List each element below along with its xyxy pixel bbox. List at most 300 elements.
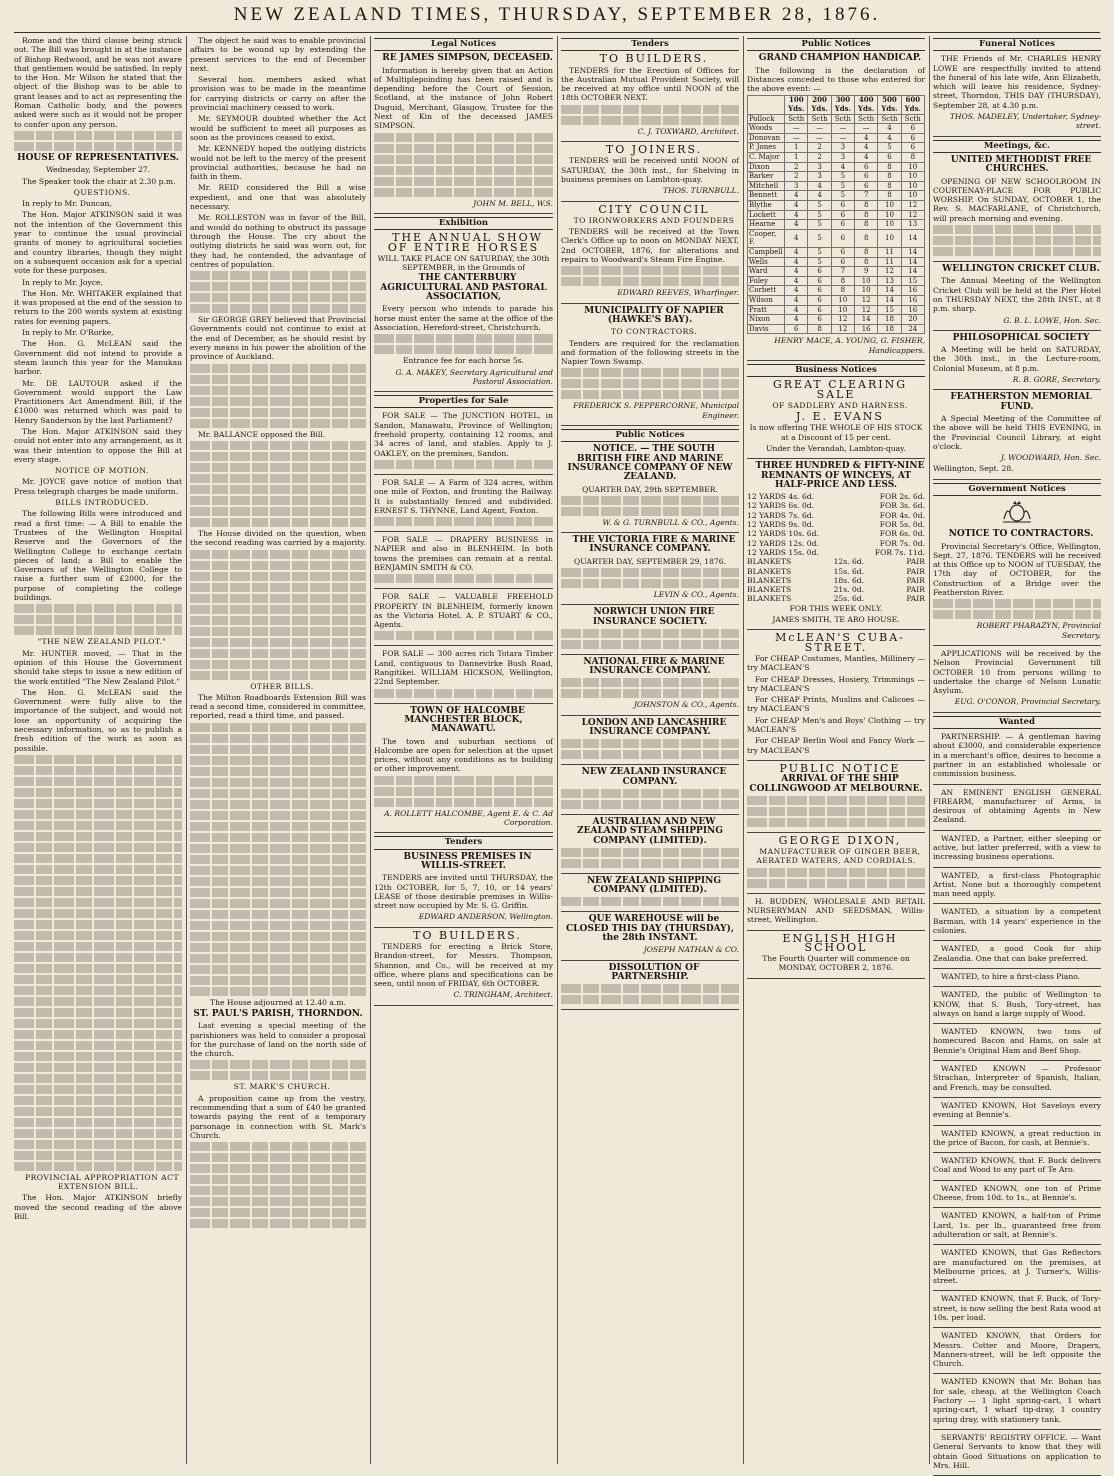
ad-text: H. BUDDEN, WHOLESALE AND RETAIL NURSERYMAN AND SEEDSMAN, Willis-street, Wellington. <box>747 896 925 925</box>
subheading: BILLS INTRODUCED. <box>55 498 149 508</box>
ad-text: APPLICATIONS will be received by the Nelson Provincial Government till OCTOBER 10 from persons willing to undertake the charge of Nelson Lunatic Asylum. <box>933 648 1101 696</box>
ad-text: A Meeting will be held on SATURDAY, the 30th inst., in the Lecture-room, Colonial Museum, at 8 p.m. <box>933 345 1101 373</box>
section-header-properties: Properties for Sale <box>374 395 553 408</box>
table-cell: 2 <box>808 143 831 153</box>
paragraph: Mr. DE LAUTOUR asked if the Government would support the Law Practitioners Act Amendment Bill, if the £1000 was returned which was paid to Henry Sanderson by the last Parliament? <box>14 378 182 425</box>
table-cell: Scth <box>901 114 924 124</box>
ad-subtitle: TO IRONWORKERS AND FOUNDERS <box>573 215 735 225</box>
text-lines <box>190 987 366 996</box>
price-cell: BLANKETS <box>747 594 792 604</box>
ad-text: Is now offering THE WHOLE OF HIS STOCK at a Discount of 15 per cent. <box>749 423 923 442</box>
ad-notice <box>561 536 739 605</box>
text-lines <box>190 638 366 647</box>
wanted-ad <box>933 1064 1101 1098</box>
text-lines <box>374 166 553 175</box>
paragraph: Mr. SEYMOUR doubted whether the Act would be sufficient to meet all purposes as soon as the provinces ceased to exist. <box>190 114 366 142</box>
text-lines <box>14 777 182 786</box>
table-row <box>748 153 925 163</box>
ad-notice <box>561 608 739 655</box>
text-lines <box>190 954 366 963</box>
text-lines <box>374 144 553 153</box>
table-cell: 6 <box>831 229 854 247</box>
table-cell: 6 <box>808 267 831 277</box>
text-lines <box>190 1197 366 1206</box>
price-cell: 12 YARDS 12s. 0d. <box>747 538 819 548</box>
ad-text: WANTED KNOWN — Professor Strachan, Interpreter of Spanish, Italian, and French, may be consulted. <box>933 1064 1101 1092</box>
ad-signature: LEVIN & CO., Agents. <box>653 589 739 599</box>
table-cell: 13 <box>878 276 901 286</box>
ad-title: TO BUILDERS. <box>599 52 709 66</box>
table-cell: 4 <box>785 220 808 230</box>
table-row <box>748 114 925 124</box>
ad-text: TENDERS for the Erection of Offices for the Australian Mutual Provident Society, will be received at my office until NOON of the 18th OCTOBER NEXT. <box>561 65 739 103</box>
ad-notice <box>561 915 739 960</box>
price-cell: 12 YARDS 4s. 6d. <box>747 492 815 502</box>
ad-cricket <box>933 265 1101 331</box>
text-lines <box>374 188 553 197</box>
text-lines <box>190 910 366 919</box>
table-cell: 10 <box>901 181 924 191</box>
column-rule <box>557 36 558 1464</box>
section-header-tenders: Tenders <box>374 836 553 849</box>
text-lines <box>374 133 553 142</box>
price-row <box>747 548 925 557</box>
ad-property <box>374 478 553 532</box>
ad-signature: W. & G. TURNBULL & CO., Agents. <box>602 517 739 527</box>
text-lines <box>190 921 366 930</box>
table-cell: 4 <box>855 143 878 153</box>
price-cell: PAIR <box>906 594 925 604</box>
wanted-ad <box>933 788 1101 831</box>
ad-budden <box>747 897 925 931</box>
table-row <box>748 267 925 277</box>
table-cell: 6 <box>808 305 831 315</box>
table-cell: Dixon <box>748 162 785 172</box>
table-cell: 6 <box>808 286 831 296</box>
paragraph: Several hon. members asked what provision was to be made in the meantime for carrying districts or carry on after the provincial machinery ceased to work. <box>190 75 366 113</box>
ad-title: THREE HUNDRED & FIFTY-NINE REMNANTS OF WINCEYS, AT HALF-PRICE AND LESS. <box>755 461 925 490</box>
price-row <box>747 520 925 529</box>
table-cell: 10 <box>901 162 924 172</box>
text-lines <box>933 236 1101 245</box>
text-lines <box>190 976 366 985</box>
table-header-cell: 400 Yds. <box>855 96 878 114</box>
text-lines <box>14 854 182 863</box>
text-lines <box>190 1175 366 1184</box>
text-lines <box>14 920 182 929</box>
text-lines <box>747 868 925 877</box>
ad-title: LONDON AND LANCASHIRE INSURANCE COMPANY. <box>581 717 727 738</box>
paragraph: Mr. JOYCE gave notice of motion that Press telegraph charges be made uniform. <box>14 477 182 496</box>
table-cell: 6 <box>855 181 878 191</box>
ad-text: WANTED, a situation by a competent Barman, with 14 years' experience in the colonies. <box>933 907 1101 936</box>
price-cell: FOR 7s. 0d. <box>879 538 925 548</box>
text-lines <box>747 807 925 816</box>
text-lines <box>14 604 182 613</box>
paragraph: Mr. BALLANCE opposed the Bill. <box>198 429 326 439</box>
price-cell: PAIR <box>906 585 925 595</box>
table-row <box>748 143 925 153</box>
text-lines <box>190 375 366 384</box>
column-2 <box>190 36 366 1464</box>
text-lines <box>561 739 739 748</box>
section-heading: HOUSE OF REPRESENTATIVES. <box>17 152 179 163</box>
table-cell: Scth <box>878 114 901 124</box>
ad-signature: ROBERT PHARAZYN, Provincial Secretary. <box>976 621 1101 640</box>
wanted-ad <box>933 1294 1101 1328</box>
ad-maclean <box>747 633 925 761</box>
section-heading: ST. PAUL'S PARISH, THORNDON. <box>193 1008 363 1019</box>
text-lines <box>374 345 553 354</box>
table-cell: 18 <box>878 315 901 325</box>
table-cell: 2 <box>808 153 831 163</box>
table-cell: — <box>808 124 831 134</box>
table-cell: 10 <box>878 210 901 220</box>
paragraph: The Speaker took the chair at 2.30 p.m. <box>22 176 176 186</box>
text-lines <box>14 1140 182 1149</box>
table-cell: 14 <box>878 286 901 296</box>
ad-title: CITY COUNCIL <box>598 202 710 216</box>
adjournment-line: The House adjourned at 12.40 a.m. <box>210 997 346 1007</box>
ad-text: Tenders are required for the reclamation and formation of the following streets in the Napier Town Swamp. <box>561 338 739 367</box>
text-lines <box>190 1153 366 1162</box>
table-row <box>748 172 925 182</box>
ad-title: GEORGE DIXON, <box>778 833 902 847</box>
ad-name: J. E. EVANS <box>796 410 884 424</box>
text-lines <box>561 984 739 993</box>
table-cell: 5 <box>808 220 831 230</box>
text-lines <box>14 1063 182 1072</box>
section-header-wanted: Wanted <box>933 716 1101 729</box>
table-cell: 6 <box>855 162 878 172</box>
paragraph: The object he said was to enable provincial affairs to be wound up by extending the present services to the end of December next. <box>190 36 366 73</box>
table-cell: 15 <box>901 276 924 286</box>
ad-title: PUBLIC NOTICE <box>779 761 901 775</box>
ad-title: McLEAN'S CUBA-STREET. <box>775 631 905 654</box>
subheading: ST. MARK'S CHURCH. <box>233 1082 331 1092</box>
price-row <box>747 594 925 603</box>
ad-text: WANTED KNOWN, two tons of homecured Bacon and Hams, on sale at Bennie's Original Ham and Beef Shop. <box>933 1027 1101 1055</box>
ad-property <box>374 592 553 646</box>
paragraph: Mr. HUNTER moved, — That in the opinion of this House the Government should take steps to issue a new edition of the work entitled "The New Zealand Pilot." <box>14 648 182 686</box>
text-lines <box>561 390 739 399</box>
paragraph: The Milton Roadboards Extension Bill was read a second time, considered in committee, reported, read a third time, and passed. <box>190 692 366 721</box>
ad-subtitle: OF SADDLERY AND HARNESS. <box>772 400 908 410</box>
table-cell: P. Jones <box>748 143 785 153</box>
table-cell: 3 <box>785 181 808 191</box>
text-lines <box>190 485 366 494</box>
table-cell: 4 <box>785 210 808 220</box>
ad-text: The Fourth Quarter will commence on MONDAY, OCTOBER 2, 1876. <box>762 954 910 973</box>
ad-signature: THOS. MADELEY, Undertaker, Sydney-street. <box>949 112 1101 131</box>
table-cell: 15 <box>878 305 901 315</box>
wanted-ad <box>933 1027 1101 1061</box>
price-cell: 12 YARDS 6s. 0d. <box>747 501 815 511</box>
wanted-ad <box>933 871 1101 905</box>
text-lines <box>14 1019 182 1028</box>
table-cell: 6 <box>785 324 808 334</box>
table-cell: 4 <box>831 162 854 172</box>
paragraph: The Hon. G. McLEAN said the Government were fully alive to the importance of the subject, and would not lose an opportunity of acquiring the necessary information, so as to publish a fresh edition of the work as soon as possible. <box>14 687 182 753</box>
ad-signature: C. J. TOXWARD, Architect. <box>637 126 739 136</box>
table-cell: Cooper, F. <box>748 229 785 247</box>
table-cell: 1 <box>785 143 808 153</box>
table-cell: 8 <box>878 191 901 201</box>
ad-signature: JOHNSTON & CO., Agents. <box>633 700 739 710</box>
royal-crest-icon <box>933 499 1101 527</box>
ad-text: TENDERS for erecting a Brick Store, Brandon-street, for Messrs. Thompson, Shannon, and Co., will be received at my office, where plans and specifications can be seen, until noon of FRIDAY, 6th OCTOBER. <box>374 942 553 989</box>
ad-title: WELLINGTON CRICKET CLUB. <box>942 264 1100 275</box>
ad-title: GRAND CHAMPION HANDICAP. <box>758 53 922 64</box>
table-cell: 14 <box>901 229 924 247</box>
text-lines <box>561 105 739 114</box>
table-cell: 1 <box>785 153 808 163</box>
table-cell: 5 <box>831 172 854 182</box>
price-cell: BLANKETS <box>747 575 792 585</box>
ad-signature: EDWARD ANDERSON, Wellington. <box>418 912 553 922</box>
ad-text: FOR SALE — VALUABLE FREEHOLD PROPERTY IN BLENHEIM, formerly known as the Victoria Hotel. A. P. STUART & CO., Agents. <box>374 592 553 630</box>
text-lines <box>561 800 739 809</box>
ad-text: FOR SALE — DRAPERY BUSINESS in NAPIER and also in BLENHEIM. In both towns the premises can remain at a rental. BENJAMIN SMITH & CO. <box>374 535 553 572</box>
table-row <box>748 181 925 191</box>
text-lines <box>14 1052 182 1061</box>
table-cell: Wells <box>748 257 785 267</box>
text-lines <box>190 386 366 395</box>
text-lines <box>190 866 366 875</box>
price-cell: 12 YARDS 15s. 0d. <box>747 547 819 557</box>
text-lines <box>14 810 182 819</box>
ad-title: NORWICH UNION FIRE INSURANCE SOCIETY. <box>592 607 715 627</box>
handicap-table <box>747 95 925 334</box>
section-header-tenders: Tenders <box>561 38 739 51</box>
table-cell: 12 <box>878 267 901 277</box>
section-header-public: Public Notices <box>561 429 739 442</box>
text-lines <box>190 616 366 625</box>
ad-text: WANTED, a good Cook for ship Zealandia. One that can bake preferred. <box>933 944 1101 963</box>
table-cell: 9 <box>855 267 878 277</box>
text-lines <box>374 631 553 640</box>
ad-text: WANTED KNOWN that Mr. Bohan has for sale, cheap, at the Wellington Coach Factory — 1 light spring-cart, 1 whart spring-cart, 1 wharf tip-dray, 1 country spring dray, with stationery tank. <box>933 1377 1101 1424</box>
price-row <box>747 557 925 566</box>
masthead-rule <box>14 32 1100 33</box>
text-lines <box>747 796 925 805</box>
price-row <box>747 539 925 548</box>
table-cell: 4 <box>785 295 808 305</box>
ad-subtitle: THE CANTERBURY AGRICULTURAL AND PASTORAL ASSOCIATION, <box>380 273 547 303</box>
table-cell: Barker <box>748 172 785 182</box>
ad-title: THE VICTORIA FIRE & MARINE INSURANCE COMPANY. <box>572 535 736 555</box>
price-row <box>747 511 925 520</box>
text-lines <box>190 572 366 581</box>
price-cell: FOR 3s. 6d. <box>879 501 925 511</box>
text-lines <box>190 507 366 516</box>
text-lines <box>190 605 366 614</box>
table-cell: 10 <box>878 220 901 230</box>
ad-line: For CHEAP Berlin Wool and Fancy Work — try MACLEAN'S <box>747 736 925 755</box>
ad-clearing-sale <box>747 380 925 459</box>
price-cell: 15s. 6d. <box>833 566 865 576</box>
ad-text: WANTED KNOWN, a half-ton of Prime Lard, 1s. per lb., guaranteed free from adulteration or salt, at Bennie's. <box>933 1211 1101 1239</box>
price-cell: 18s. 6d. <box>833 575 865 585</box>
ad-text: FOR SALE — A Farm of 324 acres, within one mile of Foxton, and fronting the Railway. It is substantially fenced and subdivided. ERNEST S. THYNNE, Land Agent, Foxton. <box>374 477 553 515</box>
table-cell: 8 <box>878 172 901 182</box>
text-lines <box>14 876 182 885</box>
text-lines <box>14 898 182 907</box>
ad-signature: C. TRINGHAM, Architect. <box>453 990 553 1000</box>
text-lines <box>14 131 182 140</box>
table-row <box>748 229 925 247</box>
table-cell: 6 <box>808 295 831 305</box>
table-cell: Campbell <box>749 247 783 256</box>
table-row <box>748 220 925 230</box>
text-lines <box>933 247 1101 256</box>
table-cell: Scth <box>785 114 808 124</box>
ad-text: FOR THIS WEEK ONLY. <box>789 603 883 613</box>
ad-builders <box>374 928 553 1006</box>
text-lines <box>14 788 182 797</box>
text-lines <box>933 610 1101 619</box>
column-4 <box>561 36 739 1464</box>
text-lines <box>14 832 182 841</box>
section-header-business: Business Notices <box>747 364 925 377</box>
ad-funeral <box>933 54 1101 136</box>
paragraph: A proposition came up from the vestry, recommending that a sum of £40 be granted towards paying the rent of a temporary parsonage in connection with St. Mark's Church. <box>190 1093 366 1140</box>
table-cell: 12 <box>855 295 878 305</box>
table-header-cell: 500 Yds. <box>878 96 901 114</box>
table-cell: 6 <box>831 247 854 257</box>
ad-signature: JAMES SMITH, TE ARO HOUSE. <box>772 615 900 625</box>
text-lines <box>190 734 366 743</box>
text-lines <box>190 800 366 809</box>
ad-text: QUARTER DAY, 29th SEPTEMBER. <box>582 484 718 494</box>
ad-title: NOTICE. — THE SOUTH BRITISH FIRE AND MARINE INSURANCE COMPANY OF NEW ZEALAND. <box>567 444 733 483</box>
text-lines <box>14 1129 182 1138</box>
text-lines <box>561 678 739 687</box>
table-cell: 14 <box>901 267 924 277</box>
price-cell: FOR 2s. 6d. <box>879 492 925 502</box>
text-lines <box>190 789 366 798</box>
table-cell: 3 <box>808 162 831 172</box>
ad-text: The following is the declaration of Distances conceded to those who entered for the above event: — <box>747 65 925 94</box>
text-lines <box>14 1107 182 1116</box>
ad-notice <box>561 877 739 913</box>
text-lines <box>374 689 553 698</box>
wanted-ad <box>933 972 1101 987</box>
table-cell: 3 <box>831 143 854 153</box>
table-cell: 16 <box>901 305 924 315</box>
table-row <box>748 162 925 172</box>
paragraph: The House divided on the question, when the second reading was carried by a majority. <box>190 528 366 548</box>
table-cell: 8 <box>855 257 878 267</box>
text-lines <box>14 997 182 1006</box>
table-cell: Blythe <box>748 201 785 211</box>
text-lines <box>190 778 366 787</box>
ad-title: DISSOLUTION OF PARTNERSHIP. <box>608 962 700 982</box>
text-lines <box>14 615 182 624</box>
ad-signature: R. B. GORE, Secretary. <box>1012 375 1101 385</box>
text-lines <box>190 1186 366 1195</box>
column-rule <box>370 36 371 1464</box>
ad-title: TO JOINERS. <box>605 143 703 157</box>
text-lines <box>561 859 739 868</box>
price-row <box>747 585 925 594</box>
text-lines <box>190 1142 366 1151</box>
masthead: NEW ZEALAND TIMES, THURSDAY, SEPTEMBER 28, 1876. <box>233 4 881 25</box>
table-cell: 12 <box>831 324 854 334</box>
ad-city-council <box>561 202 739 304</box>
table-cell: Scth <box>808 114 831 124</box>
ad-text: WANTED KNOWN, a great reduction in the price of Bacon, for cash, at Bennie's. <box>933 1128 1101 1147</box>
paragraph: Last evening a special meeting of the parishioners was held to consider a proposal for the purchase of land on the north side of the church. <box>190 1021 366 1059</box>
text-lines <box>14 1041 182 1050</box>
ad-signature: THOS. TURNBULL. <box>663 186 739 196</box>
table-cell: 5 <box>808 247 831 257</box>
ad-notice <box>561 445 739 533</box>
paragraph: The Hon. G. McLEAN said the Government did not intend to provide a steam launch this year for the Manukau harbor. <box>14 339 182 377</box>
table-cell: 4 <box>785 267 808 277</box>
ad-text: WANTED, a first-class Photographic Artist. None but a thoroughly competent man need apply. <box>933 870 1101 899</box>
table-cell: 5 <box>831 181 854 191</box>
text-lines <box>190 932 366 941</box>
ad-notice <box>561 818 739 874</box>
table-row <box>748 295 925 305</box>
wanted-ad <box>933 990 1101 1024</box>
wanted-ad <box>933 1184 1101 1209</box>
table-cell: Corbett <box>748 286 785 296</box>
ad-text: OPENING OF NEW SCHOOLROOM IN COURTENAY-PLACE FOR PUBLIC WORSHIP. On SUNDAY, OCTOBER 1, the Rev. S. MACFARLANE, of Christchurch, will preach morning and evening. <box>933 176 1101 223</box>
column-6 <box>933 36 1101 1470</box>
text-lines <box>190 671 366 680</box>
ad-title: NOTICE TO CONTRACTORS. <box>948 529 1094 540</box>
table-cell: 4 <box>785 201 808 211</box>
text-lines <box>190 1208 366 1217</box>
ad-notice <box>561 719 739 766</box>
price-cell: BLANKETS <box>747 566 792 576</box>
ad-date: Wellington, Sept. 28. <box>933 464 1014 474</box>
table-cell: Hearne <box>748 220 785 230</box>
table-cell: Davis <box>748 324 785 334</box>
price-list <box>747 492 925 557</box>
paragraph: In reply to Mr. O'Rorke, <box>22 328 114 338</box>
table-cell: 20 <box>901 315 924 325</box>
text-lines <box>190 463 366 472</box>
ad-title: BUSINESS PREMISES IN WILLIS-STREET. <box>403 851 532 871</box>
table-cell: 6 <box>855 172 878 182</box>
text-lines <box>190 888 366 897</box>
ad-text: Under the Verandah, Lambton-quay. <box>766 444 906 453</box>
text-lines <box>561 496 739 505</box>
text-lines <box>374 155 553 164</box>
ad-text: Every person who intends to parade his horse must enter the same at the office of the Association, Hereford-street, Christchurch. <box>374 304 553 332</box>
text-lines <box>561 116 739 125</box>
table-cell: 6 <box>901 124 924 134</box>
ad-text: WANTED KNOWN, that F. Buck, of Tory-street, is now selling the best Rata wood at 10s. per load. <box>933 1294 1101 1322</box>
table-row <box>748 324 925 334</box>
wanted-ad <box>933 834 1101 868</box>
table-cell: 4 <box>808 181 831 191</box>
text-lines <box>190 649 366 658</box>
ad-text: WANTED, a Partner, either sleeping or active, but latter preferred, with a view to increasing business operations. <box>933 833 1101 862</box>
text-lines <box>190 723 366 732</box>
ad-text: TENDERS are invited until THURSDAY, the 12th OCTOBER, for 5, 7, 10, or 14 years' LEASE of those desirable premises in Willis-street now occupied by Mr. S. G. Griffin. <box>374 873 553 911</box>
table-cell: — <box>831 124 854 134</box>
ad-text: The Annual Meeting of the Wellington Cricket Club will be held at the Pier Hotel on THURSDAY NEXT, the 28th INST., at 8 p.m. sharp. <box>933 276 1101 314</box>
ad-signature: J. WOODWARD, Hon. Sec. <box>1000 453 1101 463</box>
ad-joiners <box>561 145 739 201</box>
text-lines <box>190 833 366 842</box>
table-cell: 10 <box>831 295 854 305</box>
price-cell: BLANKETS <box>747 585 792 595</box>
